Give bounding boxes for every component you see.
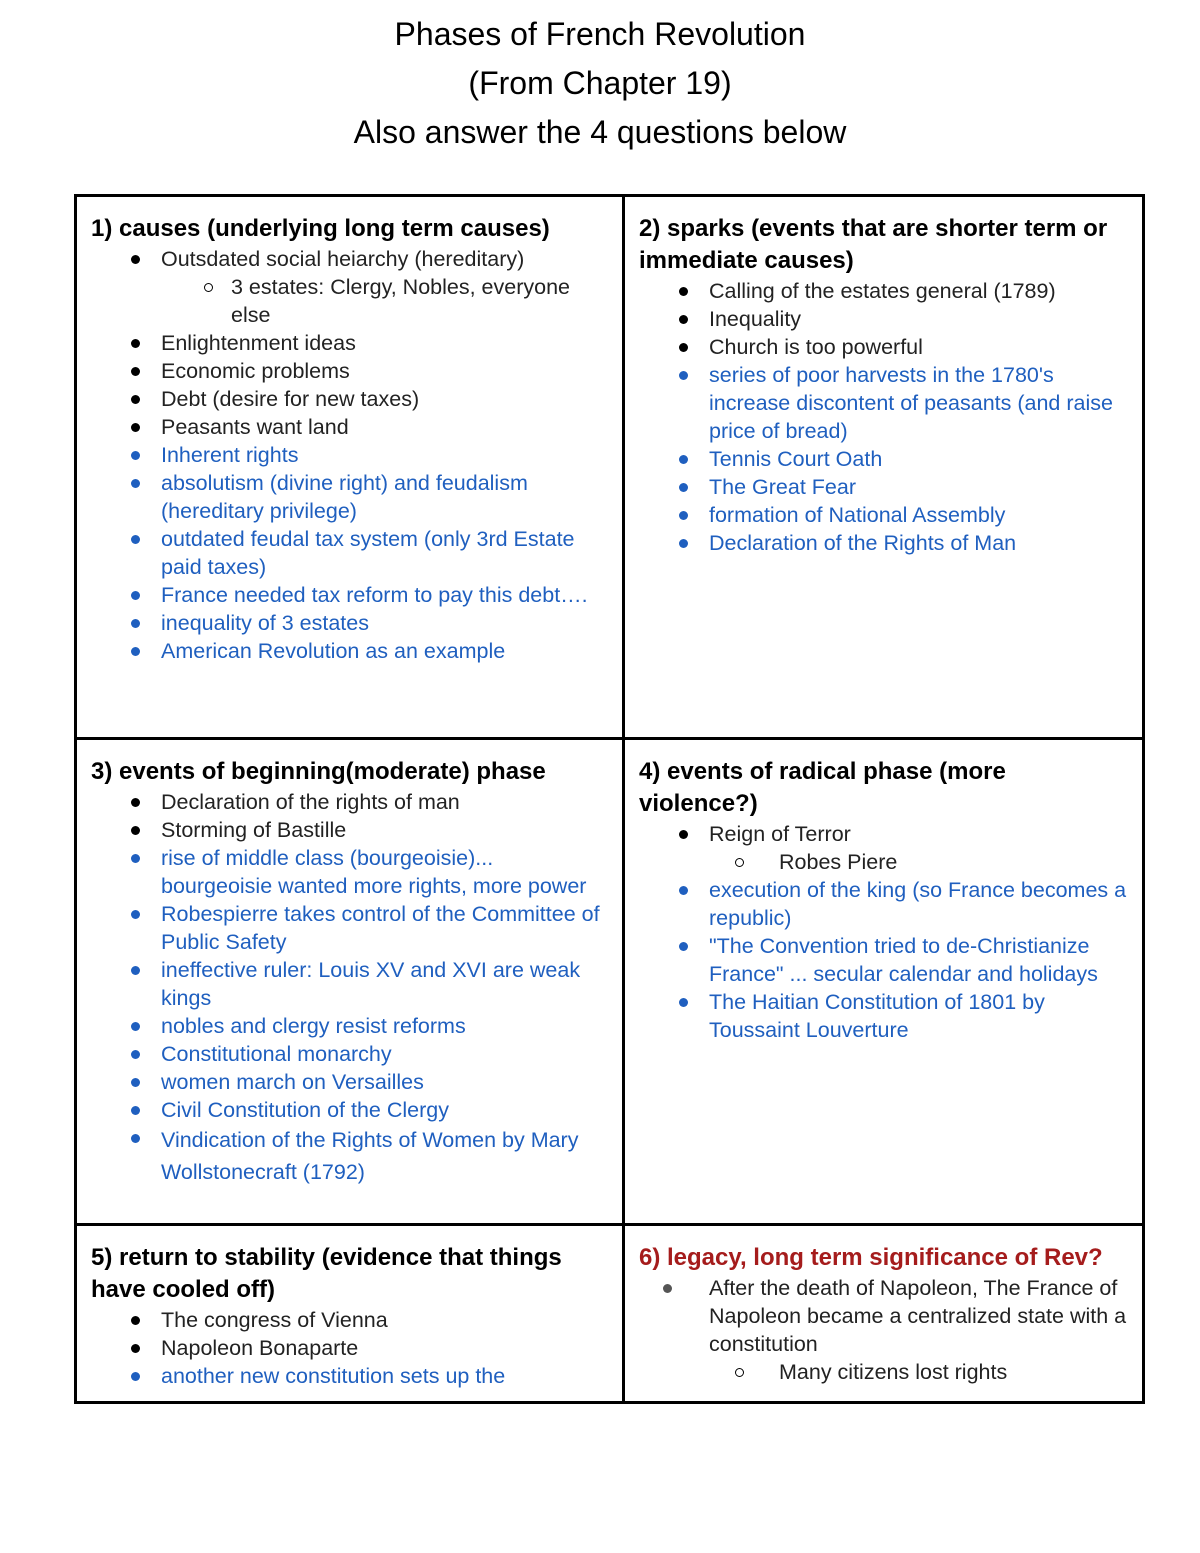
- list-item: Declaration of the rights of man: [91, 788, 610, 816]
- list-item: Inherent rights: [91, 441, 610, 469]
- list-item: 3 estates: Clergy, Nobles, everyone else: [91, 273, 610, 329]
- list-item: women march on Versailles: [91, 1068, 610, 1096]
- list-item: series of poor harvests in the 1780's increase discontent of peasants (and raise price of bread): [639, 361, 1130, 445]
- list-item: formation of National Assembly: [639, 501, 1130, 529]
- list-item: Declaration of the Rights of Man: [639, 529, 1130, 557]
- legacy-list: [639, 1274, 1130, 1386]
- cell-return-to-stability: [76, 1225, 624, 1403]
- list-item: execution of the king (so France becomes a republic): [639, 876, 1130, 932]
- list-item: rise of middle class (bourgeoisie)... bourgeoisie wanted more rights, more power: [91, 844, 610, 900]
- legacy-heading: 6) legacy, long term significance of Rev?: [639, 1244, 1103, 1271]
- cell-legacy: [624, 1225, 1144, 1403]
- title-line-1: Phases of French Revolution: [394, 16, 806, 52]
- list-item: Outsdated social heiarchy (hereditary): [91, 245, 610, 273]
- list-item: Church is too powerful: [639, 333, 1130, 361]
- list-item: Civil Constitution of the Clergy: [91, 1096, 610, 1124]
- sparks-list: [639, 277, 1130, 557]
- list-item: Constitutional monarchy: [91, 1040, 610, 1068]
- document-title: [0, 10, 1200, 157]
- list-item: inequality of 3 estates: [91, 609, 610, 637]
- list-item: American Revolution as an example: [91, 637, 610, 665]
- list-item: Debt (desire for new taxes): [91, 385, 610, 413]
- list-item: Economic problems: [91, 357, 610, 385]
- list-item: outdated feudal tax system (only 3rd Estate paid taxes): [91, 525, 610, 581]
- list-item: Reign of Terror: [639, 820, 1130, 848]
- radical-list: [639, 820, 1130, 1044]
- radical-heading: 4) events of radical phase (more violence?): [639, 758, 1006, 817]
- list-item: Robes Piere: [639, 848, 1130, 876]
- list-item: another new constitution sets up the: [91, 1362, 610, 1390]
- list-item: Calling of the estates general (1789): [639, 277, 1130, 305]
- list-item: absolutism (divine right) and feudalism (hereditary privilege): [91, 469, 610, 525]
- moderate-list: [91, 788, 610, 1188]
- sparks-heading: 2) sparks (events that are shorter term or immediate causes): [639, 215, 1108, 274]
- list-item: Napoleon Bonaparte: [91, 1334, 610, 1362]
- cell-radical-phase: [624, 739, 1144, 1225]
- list-item: Robespierre takes control of the Committee of Public Safety: [91, 900, 610, 956]
- list-item: France needed tax reform to pay this debt….: [91, 581, 610, 609]
- list-item: The congress of Vienna: [91, 1306, 610, 1334]
- list-item: Many citizens lost rights: [639, 1358, 1130, 1386]
- stability-heading: 5) return to stability (evidence that things have cooled off): [91, 1244, 562, 1303]
- list-item: Peasants want land: [91, 413, 610, 441]
- list-item: Tennis Court Oath: [639, 445, 1130, 473]
- list-item: After the death of Napoleon, The France of Napoleon became a centralized state with a constitution: [639, 1274, 1130, 1358]
- moderate-heading: 3) events of beginning(moderate) phase: [91, 758, 546, 785]
- list-item: Enlightenment ideas: [91, 329, 610, 357]
- list-item: ineffective ruler: Louis XV and XVI are weak kings: [91, 956, 610, 1012]
- causes-list: [91, 245, 610, 665]
- cell-sparks: [624, 196, 1144, 739]
- list-item: The Haitian Constitution of 1801 by Toussaint Louverture: [639, 988, 1130, 1044]
- cell-moderate-phase: [76, 739, 624, 1225]
- title-line-2: (From Chapter 19): [468, 65, 732, 101]
- list-item: Storming of Bastille: [91, 816, 610, 844]
- list-item: Vindication of the Rights of Women by Mary Wollstonecraft (1792): [91, 1124, 610, 1188]
- list-item: Inequality: [639, 305, 1130, 333]
- stability-list: [91, 1306, 610, 1390]
- list-item: The Great Fear: [639, 473, 1130, 501]
- phases-table: [74, 194, 1145, 1404]
- causes-heading: 1) causes (underlying long term causes): [91, 215, 550, 242]
- list-item: "The Convention tried to de-Christianize France" ... secular calendar and holidays: [639, 932, 1130, 988]
- cell-causes: [76, 196, 624, 739]
- list-item: nobles and clergy resist reforms: [91, 1012, 610, 1040]
- title-line-3: Also answer the 4 questions below: [353, 114, 847, 150]
